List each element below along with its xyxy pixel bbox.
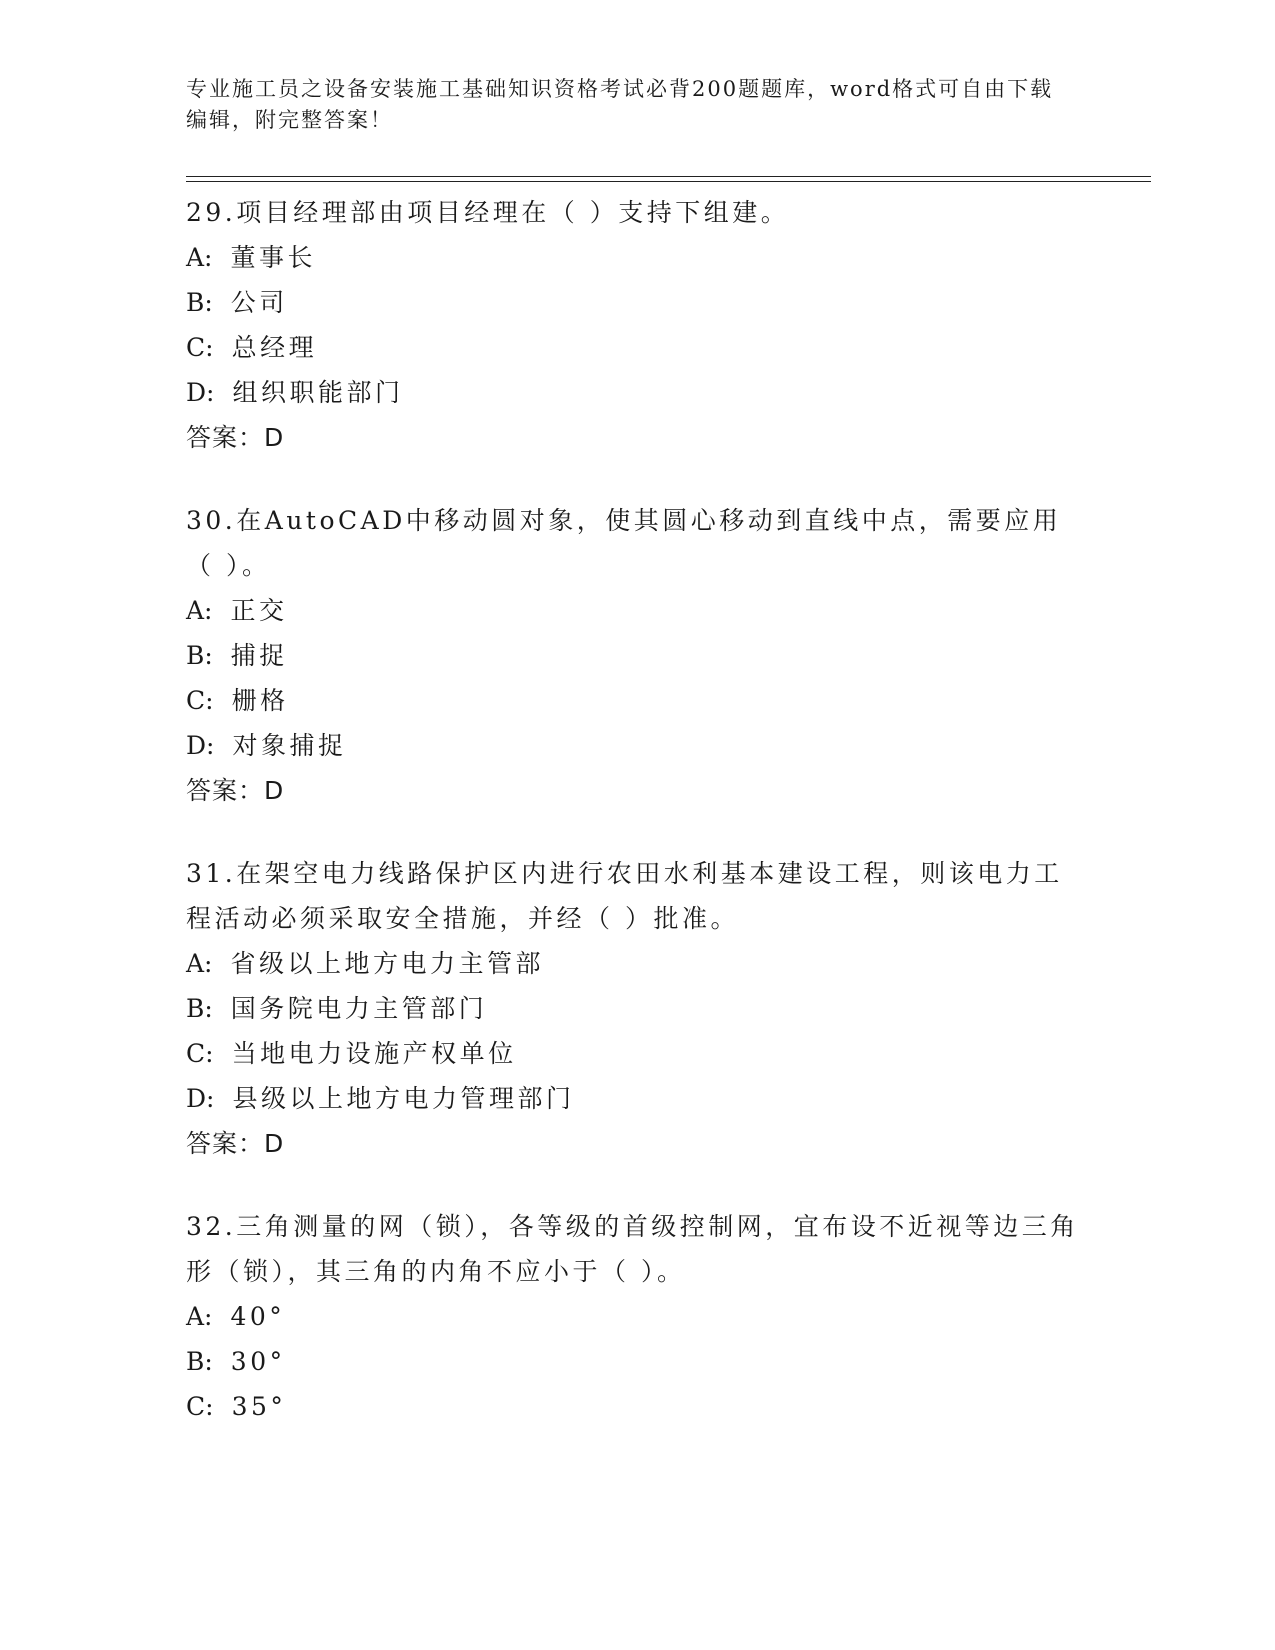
option-key: D: xyxy=(186,378,215,407)
option-d xyxy=(186,723,1086,768)
option-c xyxy=(186,1031,1086,1076)
option-text: 对象捕捉 xyxy=(232,731,347,760)
option-b xyxy=(186,1339,1086,1384)
option-key: C: xyxy=(186,1392,214,1421)
option-a xyxy=(186,1294,1086,1339)
option-text: 当地电力设施产权单位 xyxy=(231,1039,517,1068)
header-rule-top xyxy=(186,176,1151,177)
option-b xyxy=(186,633,1086,678)
option-key: C: xyxy=(186,333,214,362)
option-text: 30° xyxy=(230,1347,286,1376)
option-a xyxy=(186,588,1086,633)
option-text: 捕捉 xyxy=(230,641,288,670)
option-key: C: xyxy=(186,686,214,715)
option-key: A: xyxy=(186,596,213,625)
option-c xyxy=(186,325,1086,370)
question-29 xyxy=(186,190,1086,460)
option-a xyxy=(186,941,1086,986)
option-text: 国务院电力主管部门 xyxy=(230,994,488,1023)
option-a xyxy=(186,235,1086,280)
answer-label: 答案：D xyxy=(186,1129,285,1158)
question-stem: 29.项目经理部由项目经理在（ ）支持下组建。 xyxy=(186,198,790,227)
option-text: 公司 xyxy=(230,288,288,317)
option-key: B: xyxy=(186,288,213,317)
question-stem: 31.在架空电力线路保护区内进行农田水利基本建设工程，则该电力工程活动必须采取安全措施，并经（ ）批准。 xyxy=(186,859,1063,933)
option-b xyxy=(186,280,1086,325)
option-c xyxy=(186,1384,1086,1429)
option-text: 总经理 xyxy=(231,333,318,362)
option-text: 35° xyxy=(231,1392,287,1421)
option-key: C: xyxy=(186,1039,214,1068)
option-text: 省级以上地方电力主管部 xyxy=(230,949,544,978)
question-stem: 32.三角测量的网（锁），各等级的首级控制网，宜布设不近视等边三角形（锁），其三角的内角不应小于（ ）。 xyxy=(186,1212,1079,1286)
option-d xyxy=(186,370,1086,415)
question-list xyxy=(186,190,1086,1467)
option-key: A: xyxy=(186,949,213,978)
question-31 xyxy=(186,851,1086,1166)
option-key: B: xyxy=(186,1347,213,1376)
option-text: 栅格 xyxy=(231,686,289,715)
answer-label: 答案：D xyxy=(186,776,285,805)
option-key: B: xyxy=(186,641,213,670)
option-text: 董事长 xyxy=(230,243,316,272)
question-stem: 30.在AutoCAD中移动圆对象，使其圆心移动到直线中点，需要应用（ ）。 xyxy=(186,506,1062,580)
option-text: 40° xyxy=(230,1302,286,1331)
option-c xyxy=(186,678,1086,723)
option-b xyxy=(186,986,1086,1031)
header-rule-bottom xyxy=(186,181,1151,182)
option-text: 正交 xyxy=(230,596,288,625)
option-key: A: xyxy=(186,243,213,272)
option-text: 组织职能部门 xyxy=(232,378,404,407)
option-d xyxy=(186,1076,1086,1121)
option-key: A: xyxy=(186,1302,213,1331)
question-30 xyxy=(186,498,1086,813)
option-text: 县级以上地方电力管理部门 xyxy=(232,1084,575,1113)
answer-label: 答案：D xyxy=(186,423,285,452)
option-key: D: xyxy=(186,731,215,760)
question-32 xyxy=(186,1204,1086,1429)
option-key: B: xyxy=(186,994,213,1023)
option-key: D: xyxy=(186,1084,215,1113)
document-header: 专业施工员之设备安装施工基础知识资格考试必背200题题库，word格式可自由下载编辑，附完整答案！ xyxy=(186,77,1054,132)
